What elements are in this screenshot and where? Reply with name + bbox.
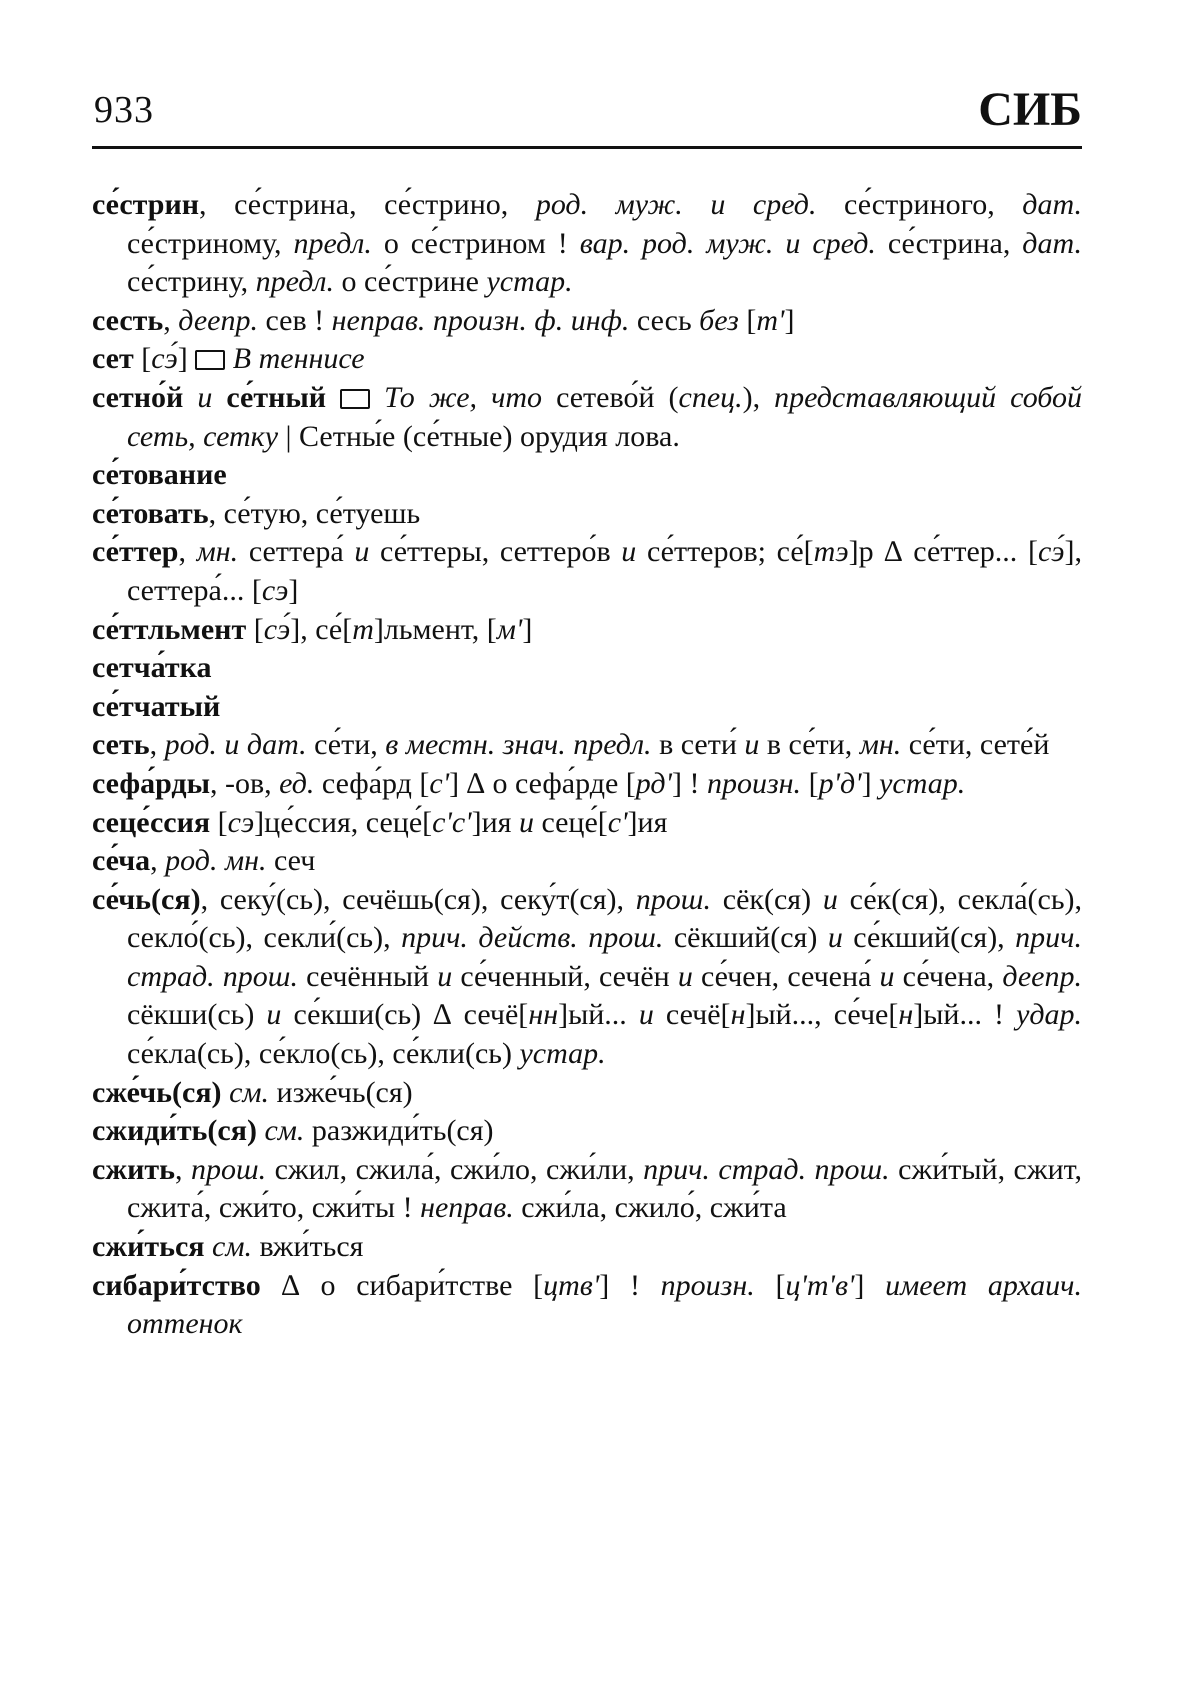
grammar-note: сэ <box>227 805 255 839</box>
entry-text: сеттера́ <box>238 535 355 569</box>
grammar-note: и <box>518 805 534 839</box>
entry-text: о се́стрином ! <box>371 226 580 260</box>
grammar-note: см. <box>212 1230 252 1264</box>
entry-text: в сети́ <box>651 728 745 762</box>
headword: сетча́тка <box>92 651 212 685</box>
grammar-note: в местн. знач. предл. <box>385 728 652 762</box>
entry-text: изже́чь(ся) <box>269 1075 413 1109</box>
dictionary-entry <box>92 340 1082 379</box>
grammar-note: и <box>266 998 282 1032</box>
entry-text: сёк(ся) <box>710 882 823 916</box>
entry-text: се́стриному, <box>127 226 294 260</box>
grammar-note: и <box>822 882 838 916</box>
entry-text: се́к(ся), секла́(сь), секло́(сь), секли́(сь), <box>127 882 1082 955</box>
grammar-note: цʹтʹвʹ <box>785 1268 855 1302</box>
entry-text: [ <box>738 303 757 337</box>
grammar-note: род. мн. <box>165 844 267 878</box>
entry-text: сефа́рд [ <box>314 766 430 800</box>
guide-word: СИБ <box>978 83 1082 136</box>
entry-text: сжил, сжила́, сжи́ло, сжи́ли, <box>266 1152 644 1186</box>
grammar-note: и <box>879 959 895 993</box>
entry-text: сечённый <box>297 959 438 993</box>
dictionary-entry <box>92 495 1082 534</box>
grammar-note: деепр. <box>1002 959 1082 993</box>
grammar-note: н <box>730 998 746 1032</box>
entry-text: се́ттеров; се́[ <box>636 535 814 569</box>
entry-text: ]ый... ! <box>913 998 1017 1032</box>
entry-text: , секу́(сь), сечёшь(ся), секу́т(ся), <box>200 882 636 916</box>
entry-text <box>205 1230 213 1263</box>
headword: сже́чь(ся) <box>92 1075 222 1109</box>
grammar-note: дат. <box>1022 226 1082 260</box>
grammar-note: т <box>352 612 374 646</box>
entry-text: се́кши(сь) ∆ сечё[ <box>281 998 529 1032</box>
entry-text: ), <box>742 380 775 414</box>
entry-text: [ <box>754 1268 786 1302</box>
entry-text: ] <box>177 342 196 376</box>
grammar-note: прич. страд. прош. <box>643 1152 890 1186</box>
headword: се́тный <box>226 380 327 414</box>
headword: сесть <box>92 303 164 337</box>
dictionary-entry <box>92 1228 1082 1267</box>
entry-text: ] <box>854 1268 886 1302</box>
grammar-note: предл. <box>255 265 334 299</box>
dictionary-entry <box>92 1151 1082 1228</box>
entry-text: ] <box>784 303 795 337</box>
entry-text: се́ченный, сечён <box>452 959 678 993</box>
entry-text: [ <box>210 805 228 839</box>
grammar-note: сэ́ <box>1037 535 1065 569</box>
grammar-note: В теннисе <box>232 342 365 376</box>
entry-text: [ <box>133 342 152 376</box>
entry-text: се́кший(ся), <box>842 921 1016 955</box>
entry-text: ] <box>288 573 299 607</box>
entry-text: се́ти, сете́й <box>901 728 1050 762</box>
headword: се́ттер <box>92 535 179 569</box>
dictionary-entry <box>92 1074 1082 1113</box>
grammar-note: имеет архаич. оттенок <box>127 1268 1082 1341</box>
entry-text: ] ! <box>671 766 707 800</box>
entry-text: , се́тую, се́туешь <box>208 496 421 530</box>
dictionary-entry <box>92 611 1082 650</box>
grammar-note: мн. <box>196 535 239 569</box>
grammar-note: и <box>827 921 843 955</box>
entry-text: , <box>150 844 166 878</box>
dictionary-entry <box>92 186 1082 302</box>
definition-box-icon <box>340 389 370 409</box>
entry-text: сечё[ <box>653 998 731 1032</box>
grammar-note: без <box>699 303 739 337</box>
dictionary-entries <box>92 186 1082 1344</box>
entry-text: о се́стрине <box>333 265 487 299</box>
grammar-note: неправ. <box>420 1191 514 1225</box>
entry-text: сжи́тый, сжит, сжита́, сжи́то, сжи́ты ! <box>127 1152 1083 1225</box>
grammar-note: представляющий собой сеть, сетку <box>127 380 1082 453</box>
entry-text: сеце́[ <box>533 805 608 839</box>
grammar-note: спец. <box>678 380 743 414</box>
grammar-note: мʹ <box>496 612 523 646</box>
entry-text: се́кла(сь), се́кло(сь), се́кли(сь) <box>127 1037 520 1071</box>
headword: се́тчатый <box>92 689 221 723</box>
grammar-note: н <box>898 998 914 1032</box>
entry-text: се́стрину, <box>127 265 256 299</box>
entry-text: ], се́[ <box>290 612 353 646</box>
entry-text: , <box>163 303 179 337</box>
grammar-note: прош. <box>190 1152 267 1186</box>
entry-text: сеч <box>266 844 316 878</box>
grammar-note: произн. <box>660 1268 755 1302</box>
grammar-note: удар. <box>1016 998 1082 1032</box>
grammar-note: прич. действ. прош. <box>401 921 664 955</box>
entry-text <box>225 342 233 375</box>
grammar-note: сʹ <box>607 805 628 839</box>
grammar-note: ед. <box>279 766 315 800</box>
dictionary-entry <box>92 881 1082 1074</box>
entry-text: сжи́ла, сжило́, сжи́та <box>513 1191 787 1225</box>
dictionary-entry <box>92 765 1082 804</box>
entry-text: сёкши(сь) <box>127 998 267 1032</box>
headword: се́чь(ся) <box>92 882 201 916</box>
page-number: 933 <box>94 89 154 131</box>
entry-text: ]ый..., се́че[ <box>745 998 899 1032</box>
headword: сибари́тство <box>92 1268 261 1302</box>
headword: се́тование <box>92 458 227 492</box>
entry-text: ] ∆ о сефа́рде [ <box>449 766 636 800</box>
entry-text: се́стрина, <box>875 226 1023 260</box>
dictionary-entry <box>92 804 1082 843</box>
dictionary-entry <box>92 533 1082 610</box>
entry-text: ]р ∆ се́ттер... [ <box>848 535 1038 569</box>
entry-text: ]це́ссия, сеце́[ <box>254 805 433 839</box>
headword: се́ттльмент <box>92 612 247 646</box>
definition-box-icon <box>195 350 225 370</box>
entry-text: , се́стрина, се́стрино, <box>199 188 536 221</box>
dictionary-entry <box>92 1267 1082 1344</box>
entry-text: ] <box>861 766 880 800</box>
entry-text <box>212 381 226 414</box>
entry-text: ] ! <box>599 1268 661 1302</box>
entry-text: , <box>149 728 165 762</box>
entry-text <box>370 381 384 414</box>
grammar-note: цтвʹ <box>543 1268 600 1302</box>
entry-text: вжи́ться <box>251 1230 364 1264</box>
grammar-note: мн. <box>859 728 902 762</box>
entry-text: се́чена, <box>894 959 1003 993</box>
grammar-note: род. муж. и сред. <box>535 188 817 221</box>
entry-text: се́ттеры, сеттеро́в <box>369 535 622 569</box>
entry-text: | Сетны́е (се́тные) орудия лова. <box>278 419 680 453</box>
headword: сеть <box>92 728 150 762</box>
headword: сетно́й <box>92 380 184 414</box>
entry-text <box>183 381 197 414</box>
entry-text: [ <box>801 766 819 800</box>
grammar-note: и <box>197 380 213 414</box>
entry-text: ]ия <box>471 805 519 839</box>
grammar-note: сэ <box>261 573 289 607</box>
grammar-note: см. <box>264 1114 305 1148</box>
entry-text: се́стриного, <box>816 188 1023 221</box>
entry-text: се́ти, <box>306 728 386 762</box>
headword: се́товать <box>92 496 209 530</box>
grammar-note: прич. страд. прош. <box>127 921 1082 993</box>
entry-text <box>222 1076 230 1109</box>
headword: се́ча <box>92 844 151 878</box>
dictionary-entry <box>92 456 1082 495</box>
entry-text: ], сеттера́... [ <box>127 535 1083 607</box>
entry-text: сесь <box>629 303 700 337</box>
dictionary-entry <box>92 649 1082 688</box>
entry-text: сетево́й ( <box>542 380 679 414</box>
entry-text: ∆ о сибари́тстве [ <box>260 1268 544 1302</box>
headword: сеце́ссия <box>92 805 211 839</box>
entry-text: разжиди́ть(ся) <box>304 1114 494 1148</box>
entry-text: в се́ти, <box>759 728 860 762</box>
grammar-note: прош. <box>635 882 711 916</box>
entry-text: сев ! <box>257 303 332 337</box>
dictionary-entry <box>92 688 1082 727</box>
grammar-note: тэ <box>813 535 849 569</box>
headword: сжить <box>92 1152 175 1186</box>
entry-text: ]ый... <box>558 998 639 1032</box>
grammar-note: и <box>744 728 760 762</box>
headword: сжиди́ть(ся) <box>92 1114 257 1148</box>
grammar-note: устар. <box>486 265 573 299</box>
dictionary-entry <box>92 842 1082 881</box>
entry-text: , -ов, <box>210 766 280 800</box>
entry-text: ] <box>522 612 533 646</box>
entry-text: , <box>174 1152 191 1186</box>
entry-text: сёкший(ся) <box>663 921 828 955</box>
grammar-note: и <box>437 959 453 993</box>
grammar-note: род. и дат. <box>164 728 307 762</box>
grammar-note: предл. <box>293 226 372 260</box>
page-header <box>92 82 1082 149</box>
grammar-note: вар. род. муж. и сред. <box>579 226 876 260</box>
dictionary-entry <box>92 726 1082 765</box>
grammar-note: и <box>638 998 654 1032</box>
grammar-note: и <box>621 535 637 569</box>
grammar-note: нн <box>528 998 559 1032</box>
grammar-note: сэ́ <box>151 342 178 376</box>
headword: сет <box>92 342 134 376</box>
entry-text: ]льмент, [ <box>373 612 497 646</box>
dictionary-entry <box>92 302 1082 341</box>
grammar-note: и <box>354 535 370 569</box>
dictionary-entry <box>92 379 1082 456</box>
grammar-note: сʹ <box>429 766 450 800</box>
entry-text: ]ия <box>627 805 668 839</box>
grammar-note: и <box>677 959 693 993</box>
entry-text <box>326 381 340 414</box>
grammar-note: устар. <box>879 766 966 800</box>
headword: сжи́ться <box>92 1230 205 1264</box>
grammar-note: устар. <box>519 1037 606 1071</box>
grammar-note: рʹдʹ <box>818 766 862 800</box>
grammar-note: То же, что <box>384 380 543 414</box>
grammar-note: дат. <box>1022 188 1083 221</box>
entry-text: [ <box>246 612 264 646</box>
grammar-note: тʹ <box>756 303 785 337</box>
headword: се́стрин <box>92 188 200 221</box>
entry-text: , <box>178 535 197 569</box>
grammar-note: произн. <box>706 766 802 800</box>
grammar-note: см. <box>229 1075 270 1109</box>
grammar-note: неправ. произн. ф. инф. <box>331 303 630 337</box>
grammar-note: рдʹ <box>635 766 672 800</box>
grammar-note: деепр. <box>178 303 258 337</box>
grammar-note: сʹсʹ <box>432 805 472 839</box>
grammar-note: сэ́ <box>263 612 291 646</box>
dictionary-entry <box>92 1112 1082 1151</box>
entry-text: се́чен, сечена́ <box>692 959 880 993</box>
headword: сефа́рды <box>92 766 211 800</box>
